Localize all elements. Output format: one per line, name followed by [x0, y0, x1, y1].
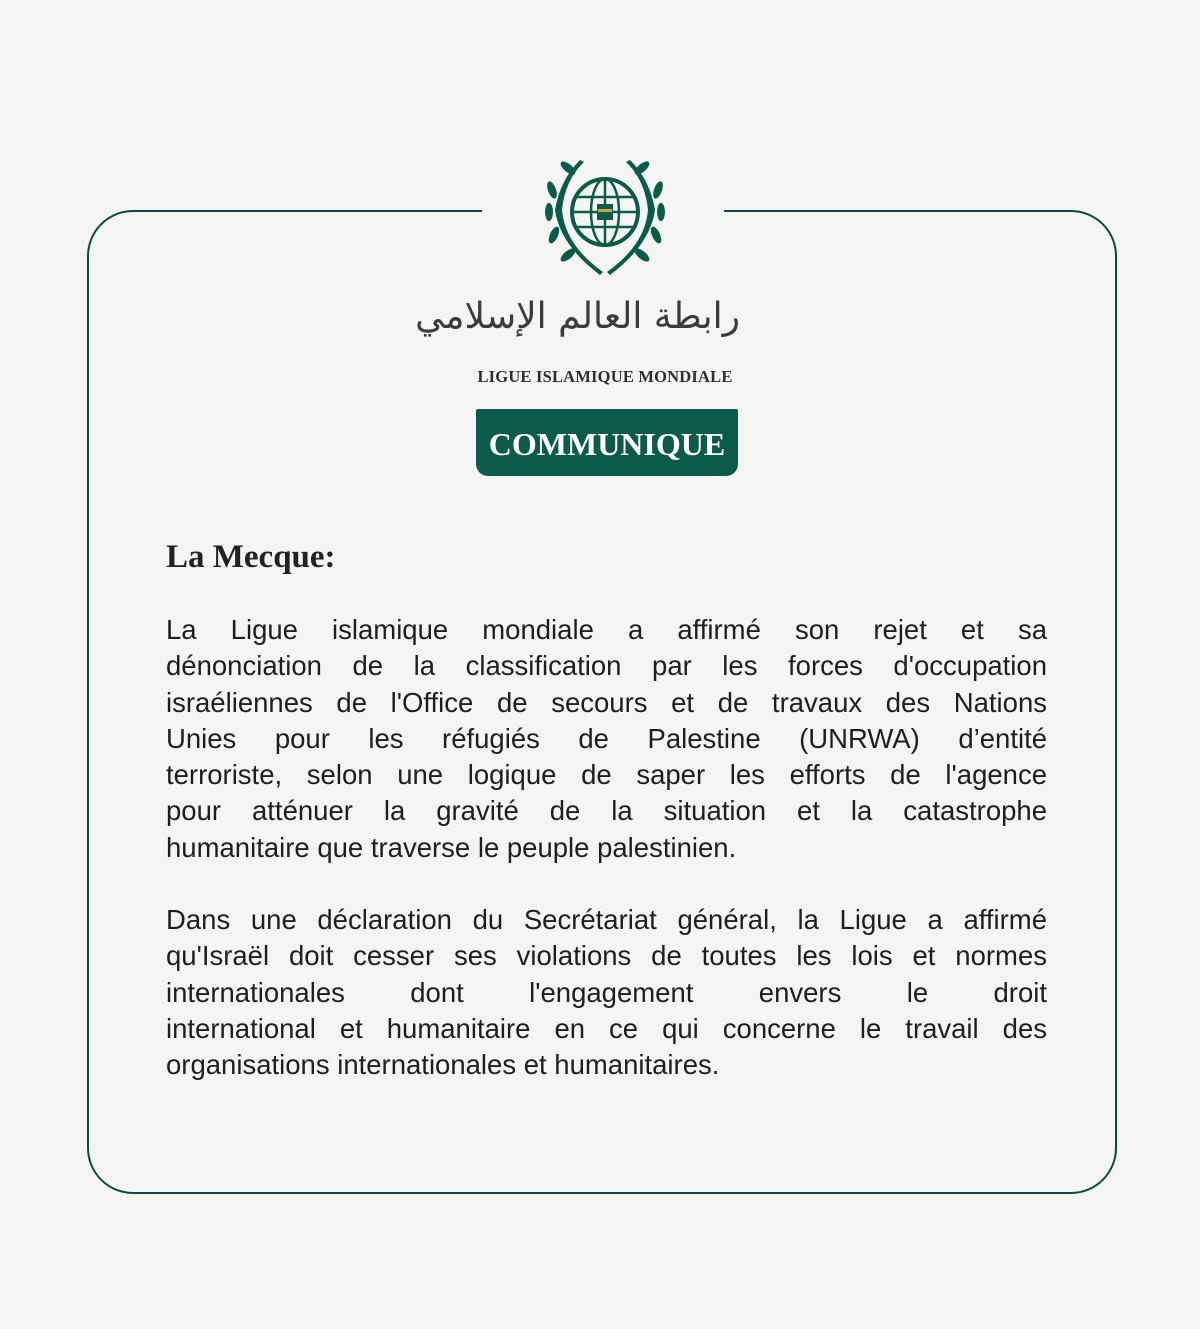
globe-laurel-logo-icon: [540, 150, 670, 280]
text-line: israéliennes de l'Office de secours et de travaux des Nations: [166, 686, 1047, 718]
paragraph-1: [166, 612, 1047, 866]
text-line: qu'Israël doit cesser ses violations de toutes les lois et normes: [166, 940, 1047, 972]
text-line: organisations internationales et humanitaires.: [166, 1049, 720, 1081]
text-line: international et humanitaire en ce qui concerne le travail des: [166, 1012, 1047, 1044]
text-line: Dans une déclaration du Secrétariat général, la Ligue a affirmé: [166, 904, 1047, 935]
dateline: La Mecque:: [166, 539, 336, 575]
text-line: humanitaire que traverse le peuple palestinien.: [166, 831, 737, 863]
text-line: terroriste, selon une logique de saper les efforts de l'agence: [166, 759, 1047, 791]
arabic-org-name: رابطة العالم الإسلامي: [415, 296, 740, 337]
org-name: LIGUE ISLAMIQUE MONDIALE: [477, 367, 733, 386]
paragraph-2: [166, 902, 1047, 1083]
text-line: La Ligue islamique mondiale a affirmé son rejet et sa: [166, 614, 1047, 645]
text-line: Unies pour les réfugiés de Palestine (UNRWA) d’entité: [166, 722, 1047, 754]
text-line: pour atténuer la gravité de la situation et la catastrophe: [166, 795, 1047, 827]
text-line: internationales dont l'engagement envers le droit: [166, 976, 1047, 1008]
text-line: dénonciation de la classification par les forces d'occupation: [166, 650, 1047, 682]
communique-badge: COMMUNIQUE: [476, 409, 738, 476]
